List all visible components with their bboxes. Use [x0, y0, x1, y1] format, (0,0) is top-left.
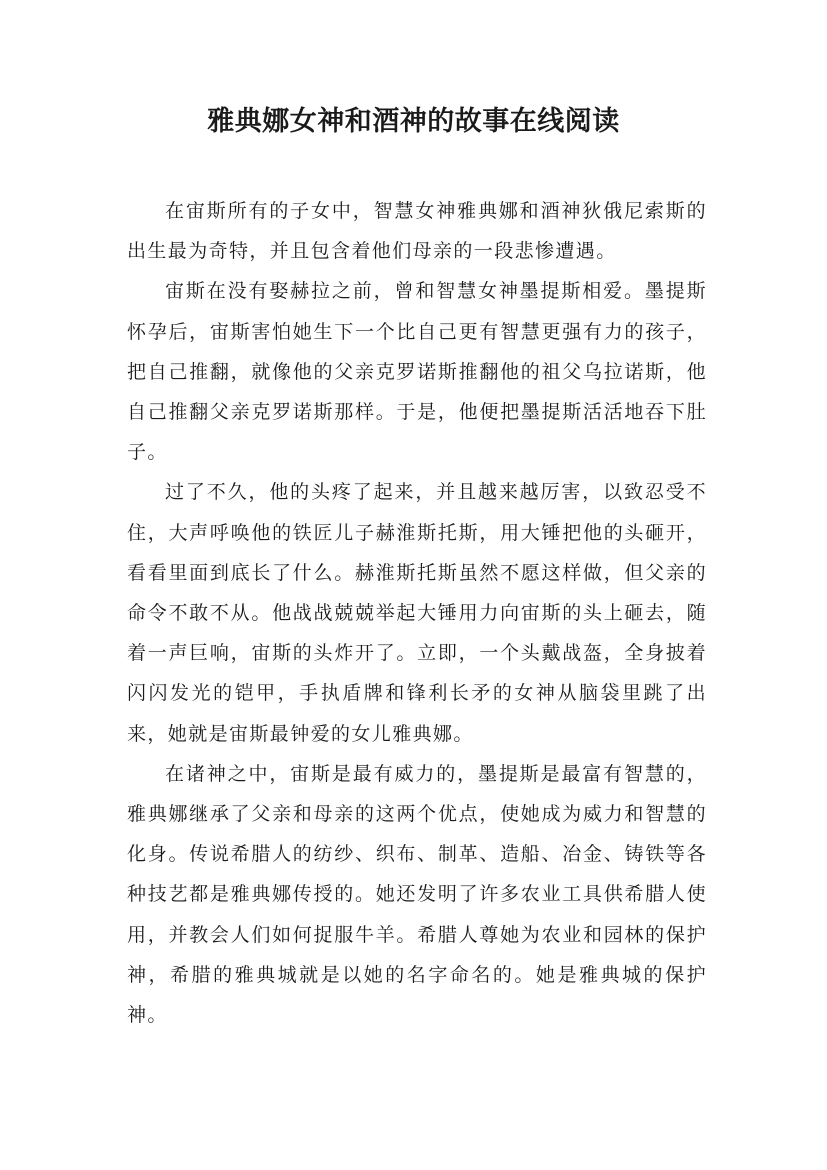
document-body	[127, 191, 707, 1035]
document-title: 雅典娜女神和酒神的故事在线阅读	[207, 106, 620, 137]
paragraph: 在宙斯所有的子女中，智慧女神雅典娜和酒神狄俄尼索斯的出生最为奇特，并且包含着他们母亲的一段悲惨遭遇。	[127, 200, 707, 263]
paragraph: 在诸神之中，宙斯是最有威力的，墨提斯是最富有智慧的，雅典娜继承了父亲和母亲的这两个优点，使她成为威力和智慧的化身。传说希腊人的纺纱、织布、制革、造船、冶金、铸铁等各种技艺都是雅典娜传授的。她还发明了许多农业工具供希腊人使用，并教会人们如何捉服牛羊。希腊人尊她为农业和园林的保护神，希腊的雅典城就是以她的名字命名的。她是雅典城的保护神。	[127, 762, 707, 1027]
paragraph: 过了不久，他的头疼了起来，并且越来越厉害，以致忍受不住，大声呼唤他的铁匠儿子赫淮斯托斯，用大锤把他的头砸开，看看里面到底长了什么。赫淮斯托斯虽然不愿这样做，但父亲的命令不敢不从。他战战兢兢举起大锤用力向宙斯的头上砸去，随着一声巨响，宙斯的头炸开了。立即，一个头戴战盔，全身披着闪闪发光的铠甲，手执盾牌和锋利长矛的女神从脑袋里跳了出来，她就是宙斯最钟爱的女儿雅典娜。	[127, 481, 707, 745]
paragraph: 宙斯在没有娶赫拉之前，曾和智慧女神墨提斯相爱。墨提斯怀孕后，宙斯害怕她生下一个比自己更有智慧更强有力的孩子，把自己推翻，就像他的父亲克罗诺斯推翻他的祖父乌拉诺斯，他自己推翻父亲克罗诺斯那样。于是，他便把墨提斯活活地吞下肚子。	[127, 280, 707, 464]
